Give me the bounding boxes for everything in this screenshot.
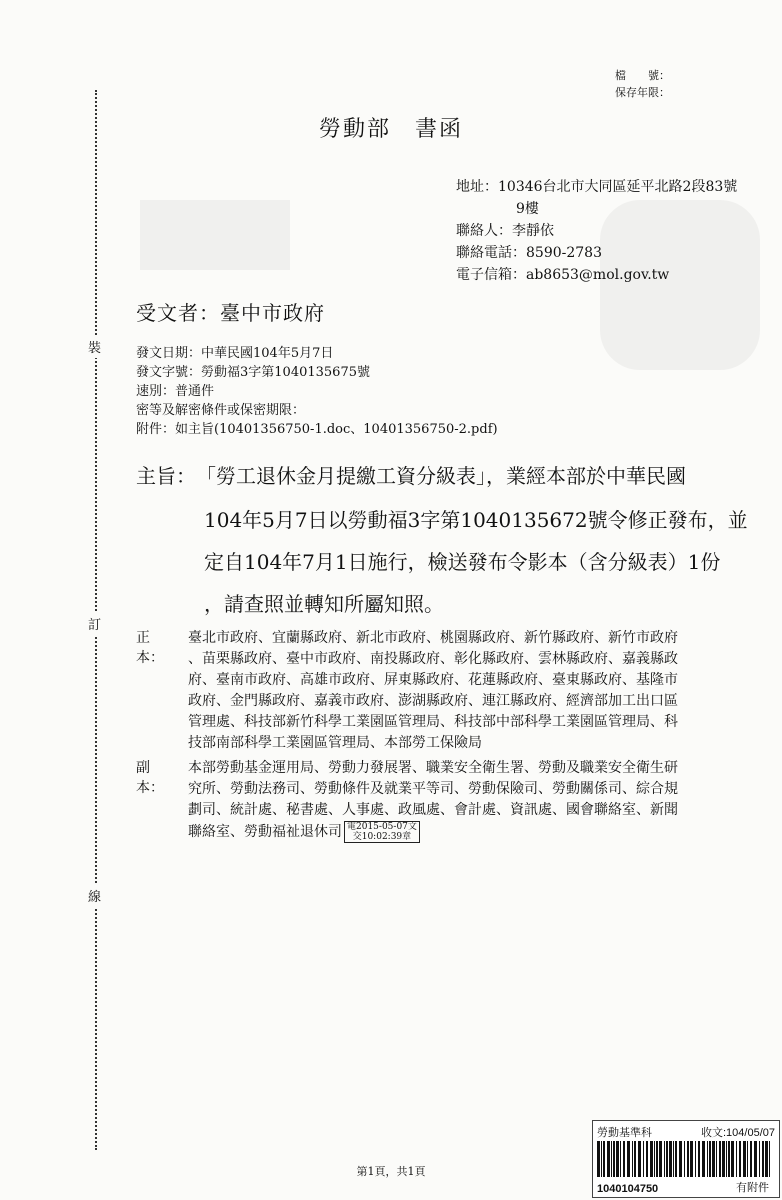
file-number-label: 檔 號： bbox=[615, 69, 670, 82]
barcode bbox=[597, 1141, 773, 1177]
barcode-bar bbox=[687, 1141, 689, 1177]
barcode-bar bbox=[627, 1141, 630, 1177]
contact-email: 電子信箱：ab8653@mol.gov.tw bbox=[456, 267, 670, 283]
barcode-bar bbox=[736, 1141, 737, 1177]
main-recipients-line-3: 府、臺南市政府、高雄市政府、屏東縣政府、花蓮縣政府、臺東縣政府、基隆市 bbox=[188, 672, 678, 688]
secrecy: 密等及解密條件或保密期限： bbox=[136, 403, 306, 418]
main-recipients-label: 正本： bbox=[136, 630, 164, 666]
barcode-bar bbox=[623, 1141, 625, 1177]
subject-line-2: 104年5月7日以勞動福3字第1040135672號令修正發布，並 bbox=[204, 508, 748, 532]
receipt-date: 收文:104/05/07 bbox=[701, 1127, 775, 1139]
receipt-attachment-flag: 有附件 bbox=[736, 1182, 769, 1194]
receipt-department: 勞動基準科 bbox=[597, 1127, 652, 1139]
barcode-bar bbox=[765, 1141, 768, 1177]
barcode-bar bbox=[739, 1141, 741, 1177]
contact-person: 聯絡人：李靜依 bbox=[456, 223, 554, 239]
dispatch-number: 發文字號：勞動福3字第1040135675號 bbox=[136, 365, 370, 380]
barcode-bar bbox=[675, 1141, 677, 1177]
barcode-bar bbox=[728, 1141, 730, 1177]
barcode-bar bbox=[616, 1141, 619, 1177]
subject-line-1: 「勞工退休金月提繳工資分級表」，業經本部於中華民國 bbox=[196, 464, 686, 488]
barcode-bar bbox=[762, 1141, 764, 1177]
barcode-bar bbox=[743, 1141, 746, 1177]
dispatch-meta bbox=[136, 344, 498, 439]
main-recipients-line-5: 管理處、科技部新竹科學工業園區管理局、科技部中部科學工業園區管理局、科 bbox=[188, 714, 678, 730]
electronic-exchange-stamp bbox=[344, 821, 420, 843]
copy-recipients-line-2: 究所、勞動法務司、勞動條件及就業平等司、勞動保險司、勞動關係司、綜合規 bbox=[188, 781, 678, 797]
stamp-line-1: 電2015-05-07文 bbox=[347, 822, 417, 832]
barcode-bar bbox=[638, 1141, 641, 1177]
copy-recipients-line-1: 本部勞動基金運用局、勞動力發展署、職業安全衛生署、勞動及職業安全衛生研 bbox=[188, 760, 678, 776]
subject-label: 主旨： bbox=[136, 464, 196, 488]
barcode-bar bbox=[603, 1141, 605, 1177]
barcode-bar bbox=[634, 1141, 636, 1177]
address-line-1: 地址：10346台北市大同區延平北路2段83號 bbox=[456, 179, 738, 195]
binding-mark-zhuang: 裝 bbox=[88, 335, 101, 358]
subject-line-4: ，請查照並轉知所屬知照。 bbox=[204, 592, 444, 616]
barcode-bar bbox=[698, 1141, 700, 1177]
barcode-bar bbox=[654, 1141, 655, 1177]
barcode-bar bbox=[716, 1141, 717, 1177]
barcode-bar bbox=[611, 1141, 612, 1177]
barcode-bar bbox=[769, 1141, 770, 1177]
binding-mark-ding: 訂 bbox=[88, 612, 101, 635]
stamp-line-2: 交10:02:39章 bbox=[352, 832, 412, 842]
main-recipients-line-1: 臺北市政府、宜蘭縣政府、新北市政府、桃園縣政府、新竹縣政府、新竹市政府 bbox=[188, 630, 678, 646]
barcode-bar bbox=[707, 1141, 708, 1177]
barcode-bar bbox=[650, 1141, 653, 1177]
barcode-bar bbox=[643, 1141, 644, 1177]
retention-label: 保存年限： bbox=[615, 86, 670, 99]
barcode-bar bbox=[632, 1141, 633, 1177]
speed: 速別：普通件 bbox=[136, 384, 215, 399]
barcode-bar bbox=[695, 1141, 696, 1177]
dispatch-date: 發文日期：中華民國104年5月7日 bbox=[136, 346, 334, 361]
contact-phone: 聯絡電話：8590-2783 bbox=[456, 245, 602, 261]
page-number: 第1頁，共1頁 bbox=[356, 1165, 426, 1178]
contact-block bbox=[456, 176, 737, 286]
barcode-bar bbox=[613, 1141, 615, 1177]
barcode-bar bbox=[747, 1141, 748, 1177]
barcode-bar bbox=[731, 1141, 734, 1177]
barcode-bar bbox=[646, 1141, 648, 1177]
address-line-2: 9樓 bbox=[516, 201, 539, 217]
barcode-bar bbox=[759, 1141, 760, 1177]
barcode-bar bbox=[669, 1141, 672, 1177]
barcode-bar bbox=[607, 1141, 610, 1177]
barcode-bar bbox=[620, 1141, 621, 1177]
receipt-number: 1040104750 bbox=[597, 1183, 659, 1195]
receipt-stamp bbox=[592, 1120, 780, 1198]
document-title: 勞動部 書函 bbox=[318, 117, 463, 142]
subject-line-3: 定自104年7月1日施行，檢送發布令影本（含分級表）1份 bbox=[204, 550, 721, 574]
barcode-bar bbox=[712, 1141, 715, 1177]
barcode-bar bbox=[597, 1141, 600, 1177]
barcode-bar bbox=[690, 1141, 693, 1177]
barcode-bar bbox=[719, 1141, 721, 1177]
recipient: 受文者：臺中市政府 bbox=[136, 301, 325, 325]
scan-smudge bbox=[140, 200, 290, 270]
barcode-bar bbox=[664, 1141, 665, 1177]
barcode-bar bbox=[702, 1141, 705, 1177]
barcode-bar bbox=[601, 1141, 602, 1177]
barcode-bar bbox=[754, 1141, 757, 1177]
barcode-bar bbox=[659, 1141, 662, 1177]
attachment: 附件：如主旨(10401356750-1.doc、10401356750-2.pdf) bbox=[136, 422, 498, 437]
main-recipients-line-4: 政府、金門縣政府、嘉義市政府、澎湖縣政府、連江縣政府、經濟部加工出口區 bbox=[188, 693, 678, 709]
barcode-bar bbox=[726, 1141, 727, 1177]
main-recipients-line-6: 技部南部科學工業園區管理局、本部勞工保險局 bbox=[188, 735, 482, 751]
copy-recipients-label: 副本： bbox=[136, 760, 164, 796]
barcode-bar bbox=[666, 1141, 668, 1177]
binding-mark-xian: 線 bbox=[88, 884, 101, 907]
barcode-bar bbox=[684, 1141, 685, 1177]
copy-recipients-line-4: 聯絡室、勞動福祉退休司 bbox=[188, 824, 342, 840]
barcode-bar bbox=[656, 1141, 658, 1177]
copy-recipients-line-4-wrap bbox=[188, 821, 420, 843]
barcode-bar bbox=[709, 1141, 711, 1177]
copy-recipients-line-3: 劃司、統計處、秘書處、人事處、政風處、會計處、資訊處、國會聯絡室、新聞 bbox=[188, 802, 678, 818]
barcode-bar bbox=[750, 1141, 752, 1177]
barcode-bar bbox=[722, 1141, 725, 1177]
main-recipients-line-2: 、苗栗縣政府、臺中市政府、南投縣政府、彰化縣政府、雲林縣政府、嘉義縣政 bbox=[188, 651, 678, 667]
barcode-bar bbox=[673, 1141, 674, 1177]
barcode-bar bbox=[679, 1141, 682, 1177]
